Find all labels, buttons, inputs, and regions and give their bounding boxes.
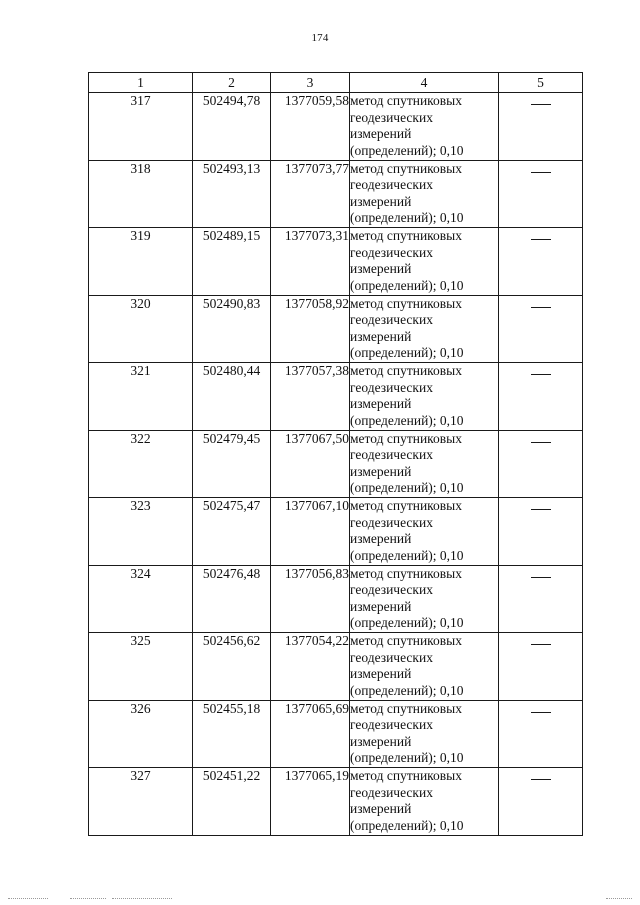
page-number: 174: [311, 32, 329, 44]
method-text-line: метод спутниковых: [350, 498, 462, 513]
y-coordinate-cell: 1377067,50: [271, 430, 350, 498]
note-cell: [499, 295, 583, 363]
point-number-cell: 319: [89, 228, 193, 296]
method-text-line: геодезических: [350, 244, 433, 260]
method-text-line: метод спутниковых: [350, 363, 462, 378]
dash-mark: [531, 509, 551, 510]
table-row: [89, 160, 583, 228]
method-text-line: метод спутниковых: [350, 228, 462, 243]
method-text-line: (определений); 0,10: [350, 412, 464, 428]
table-row: [89, 700, 583, 768]
point-number-cell: 320: [89, 295, 193, 363]
dash-mark: [531, 577, 551, 578]
method-text-line: измерений: [350, 598, 412, 614]
column-header-1: 1: [89, 73, 193, 93]
x-coordinate-cell: 502489,15: [193, 228, 271, 296]
method-text-line: метод спутниковых: [350, 768, 462, 783]
method-text-line: метод спутниковых: [350, 565, 462, 581]
x-coordinate-cell: 502480,44: [193, 363, 271, 431]
y-coordinate-cell: 1377058,92: [271, 295, 350, 363]
point-number-cell: 324: [89, 565, 193, 633]
note-cell: [499, 430, 583, 498]
y-coordinate-cell: 1377073,77: [271, 160, 350, 228]
point-number-cell: 327: [89, 768, 193, 836]
y-coordinate-cell: 1377056,83: [271, 565, 350, 633]
method-text-line: геодезических: [350, 514, 433, 530]
method-cell: [350, 700, 499, 768]
method-text-line: геодезических: [350, 649, 433, 665]
y-coordinate-cell: 1377065,19: [271, 768, 350, 836]
table-row: [89, 228, 583, 296]
method-text-line: (определений); 0,10: [350, 750, 464, 765]
column-header-4: 4: [350, 73, 499, 93]
method-text-line: (определений); 0,10: [350, 547, 464, 563]
dash-mark: [531, 779, 551, 780]
method-cell: [350, 295, 499, 363]
y-coordinate-cell: 1377059,58: [271, 93, 350, 161]
dash-mark: [531, 239, 551, 240]
table-body: [89, 93, 583, 836]
method-cell: [350, 363, 499, 431]
y-coordinate-cell: 1377065,69: [271, 700, 350, 768]
method-text-line: (определений); 0,10: [350, 210, 464, 225]
scan-footer-marks: [0, 896, 640, 902]
table-row: [89, 430, 583, 498]
method-text-line: (определений); 0,10: [350, 277, 464, 293]
method-cell: [350, 633, 499, 701]
method-text-line: геодезических: [350, 109, 433, 125]
method-text-line: геодезических: [350, 312, 433, 327]
note-cell: [499, 498, 583, 566]
method-text-line: измерений: [350, 261, 412, 276]
method-text-line: измерений: [350, 666, 412, 681]
method-cell: [350, 160, 499, 228]
note-cell: [499, 700, 583, 768]
method-text-line: (определений); 0,10: [350, 345, 464, 360]
note-cell: [499, 160, 583, 228]
method-text-line: измерений: [350, 328, 412, 344]
table-header-row: [89, 73, 583, 93]
dash-mark: [531, 442, 551, 443]
column-header-2: 2: [193, 73, 271, 93]
dash-mark: [531, 104, 551, 105]
x-coordinate-cell: 502476,48: [193, 565, 271, 633]
method-text-line: (определений); 0,10: [350, 480, 464, 495]
note-cell: [499, 363, 583, 431]
method-cell: [350, 430, 499, 498]
x-coordinate-cell: 502455,18: [193, 700, 271, 768]
method-text-line: геодезических: [350, 379, 433, 395]
y-coordinate-cell: 1377067,10: [271, 498, 350, 566]
point-number-cell: 326: [89, 700, 193, 768]
x-coordinate-cell: 502493,13: [193, 160, 271, 228]
method-text-line: измерений: [350, 531, 412, 546]
method-text-line: метод спутниковых: [350, 160, 462, 176]
dash-mark: [531, 712, 551, 713]
x-coordinate-cell: 502475,47: [193, 498, 271, 566]
method-cell: [350, 498, 499, 566]
table-row: [89, 93, 583, 161]
method-text-line: геодезических: [350, 784, 433, 800]
column-header-3: 3: [271, 73, 350, 93]
table-row: [89, 633, 583, 701]
table-row: [89, 565, 583, 633]
dash-mark: [531, 644, 551, 645]
method-text-line: (определений); 0,10: [350, 142, 464, 158]
method-text-line: метод спутниковых: [350, 93, 462, 108]
table-row: [89, 498, 583, 566]
table-row: [89, 768, 583, 836]
coordinates-table: [88, 72, 583, 836]
method-text-line: геодезических: [350, 177, 433, 192]
method-text-line: (определений); 0,10: [350, 682, 464, 698]
y-coordinate-cell: 1377054,22: [271, 633, 350, 701]
y-coordinate-cell: 1377057,38: [271, 363, 350, 431]
method-text-line: измерений: [350, 396, 412, 411]
method-cell: [350, 565, 499, 633]
point-number-cell: 325: [89, 633, 193, 701]
method-text-line: геодезических: [350, 447, 433, 462]
dash-mark: [531, 172, 551, 173]
x-coordinate-cell: 502490,83: [193, 295, 271, 363]
method-text-line: измерений: [350, 126, 412, 141]
y-coordinate-cell: 1377073,31: [271, 228, 350, 296]
method-text-line: (определений); 0,10: [350, 817, 464, 833]
note-cell: [499, 768, 583, 836]
table-row: [89, 295, 583, 363]
method-text-line: метод спутниковых: [350, 295, 462, 311]
method-text-line: геодезических: [350, 717, 433, 732]
method-text-line: измерений: [350, 733, 412, 749]
x-coordinate-cell: 502479,45: [193, 430, 271, 498]
column-header-5: 5: [499, 73, 583, 93]
dash-mark: [531, 307, 551, 308]
point-number-cell: 318: [89, 160, 193, 228]
x-coordinate-cell: 502494,78: [193, 93, 271, 161]
method-cell: [350, 228, 499, 296]
method-text-line: (определений); 0,10: [350, 615, 464, 630]
note-cell: [499, 228, 583, 296]
point-number-cell: 323: [89, 498, 193, 566]
method-text-line: измерений: [350, 801, 412, 816]
method-text-line: измерений: [350, 193, 412, 209]
method-text-line: метод спутниковых: [350, 430, 462, 446]
method-text-line: геодезических: [350, 582, 433, 597]
point-number-cell: 322: [89, 430, 193, 498]
x-coordinate-cell: 502451,22: [193, 768, 271, 836]
method-cell: [350, 768, 499, 836]
dash-mark: [531, 374, 551, 375]
note-cell: [499, 565, 583, 633]
method-text-line: измерений: [350, 463, 412, 479]
method-text-line: метод спутниковых: [350, 700, 462, 716]
note-cell: [499, 93, 583, 161]
method-cell: [350, 93, 499, 161]
point-number-cell: 321: [89, 363, 193, 431]
x-coordinate-cell: 502456,62: [193, 633, 271, 701]
note-cell: [499, 633, 583, 701]
point-number-cell: 317: [89, 93, 193, 161]
method-text-line: метод спутниковых: [350, 633, 462, 648]
table-row: [89, 363, 583, 431]
